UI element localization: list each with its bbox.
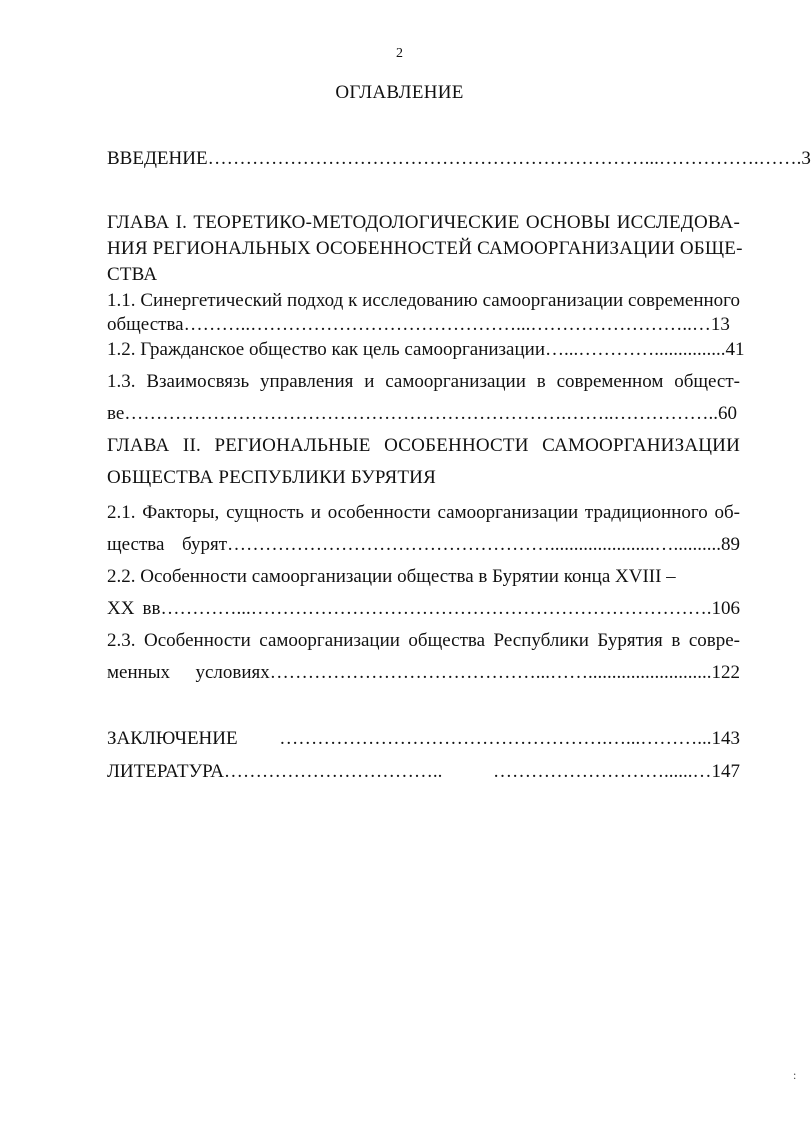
toc-section-2-1-line-1: 2.1. Факторы, сущность и особенности самоорганизации традиционного об- bbox=[107, 502, 740, 523]
toc-section-2-3-line-1: 2.3. Особенности самоорганизации общества Республики Бурятия в совре- bbox=[107, 630, 740, 651]
toc-section-2-3-line-2: менных условиях……………………………………...……..........................122 bbox=[107, 662, 740, 683]
toc-section-1-3-line-1: 1.3. Взаимосвязь управления и самоорганизации в современном общест- bbox=[107, 371, 740, 392]
toc-entry-intro: ВВЕДЕНИЕ……………………………………………………………...…………….…….3 bbox=[107, 148, 811, 169]
toc-chapter-1-line-1: ГЛАВА I. ТЕОРЕТИКО-МЕТОДОЛОГИЧЕСКИЕ ОСНОВЫ ИССЛЕДОВА- bbox=[107, 212, 740, 233]
toc-section-1-3-line-2: ве…………………………………………………………….……..……………..60 bbox=[107, 403, 738, 424]
margin-mark: : bbox=[793, 1068, 797, 1082]
page-number: 2 bbox=[396, 46, 403, 61]
toc-heading: ОГЛАВЛЕНИЕ bbox=[335, 82, 464, 103]
toc-section-2-1-line-2: щества бурят……………………………………………......................…..........89 bbox=[107, 534, 740, 555]
toc-section-1-1-line-2: общества………..……………………………………...……………………..…13 bbox=[107, 314, 730, 335]
toc-section-1-1-line-1: 1.1. Синергетический подход к исследованию самоорганизации современного bbox=[107, 290, 740, 311]
toc-section-2-2-line-1: 2.2. Особенности самоорганизации общества в Бурятии конца XVIII – bbox=[107, 566, 676, 587]
toc-section-2-2-line-2: XX вв…………...……………………………………………………………….106 bbox=[107, 598, 740, 619]
toc-chapter-2-line-2: ОБЩЕСТВА РЕСПУБЛИКИ БУРЯТИЯ bbox=[107, 467, 436, 488]
toc-chapter-1-line-3: СТВА bbox=[107, 264, 158, 285]
toc-chapter-2-line-1: ГЛАВА II. РЕГИОНАЛЬНЫЕ ОСОБЕННОСТИ САМООРГАНИЗАЦИИ bbox=[107, 435, 740, 456]
toc-entry-conclusion: ЗАКЛЮЧЕНИЕ …………………………………………….…...………...143 bbox=[107, 728, 740, 749]
toc-section-1-2: 1.2. Гражданское общество как цель самоорганизации…...…………...............41 bbox=[107, 339, 745, 360]
toc-chapter-1-line-2: НИЯ РЕГИОНАЛЬНЫХ ОСОБЕННОСТЕЙ САМООРГАНИЗАЦИИ ОБЩЕ- bbox=[107, 238, 743, 259]
toc-entry-literature: ЛИТЕРАТУРА…………………………….. ………………………......…147 bbox=[107, 761, 740, 782]
